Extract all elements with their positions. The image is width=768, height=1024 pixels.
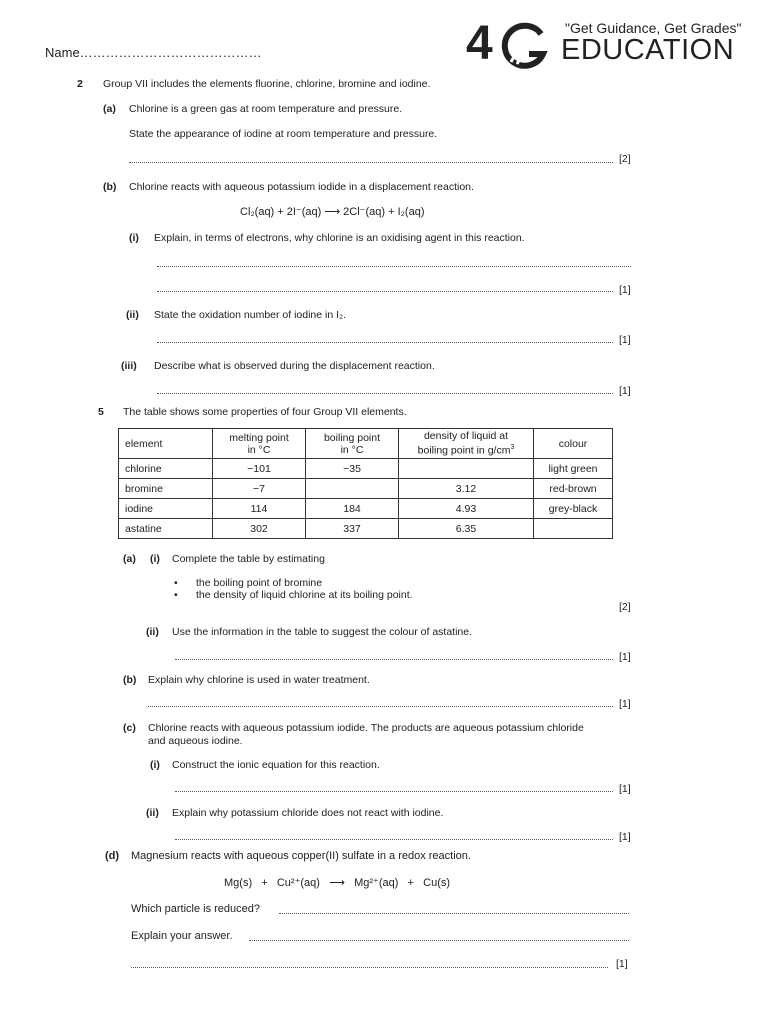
table-cell: 114: [213, 499, 306, 519]
q2bii-label: (ii): [126, 309, 139, 321]
table-cell: −35: [306, 459, 399, 479]
table-cell: red-brown: [534, 479, 613, 499]
table-header-cell: colour: [534, 429, 613, 459]
marks: [1]: [619, 783, 631, 795]
table-row: [119, 479, 613, 499]
q5cii-label: (ii): [146, 807, 159, 819]
table-cell-blank[interactable]: [399, 459, 534, 479]
tagline: "Get Guidance, Get Grades": [565, 20, 742, 36]
marks: [2]: [619, 601, 631, 613]
bullet-dot: •: [174, 577, 178, 589]
answer-line[interactable]: [157, 291, 613, 292]
answer-line[interactable]: [131, 967, 608, 968]
table-cell: chlorine: [119, 459, 213, 479]
table-row: [119, 459, 613, 479]
table-cell-blank[interactable]: [306, 479, 399, 499]
q5ci-text: Construct the ionic equation for this reaction.: [172, 759, 380, 771]
answer-line[interactable]: [175, 659, 613, 660]
q5b-text: Explain why chlorine is used in water treatment.: [148, 674, 370, 686]
marks: [1]: [619, 334, 631, 346]
q2a-prompt: State the appearance of iodine at room temperature and pressure.: [129, 128, 438, 140]
table-cell: −7: [213, 479, 306, 499]
table-header-cell: density of liquid at boiling point in $g/cm^3$: [399, 429, 534, 459]
marks: [1]: [619, 651, 631, 663]
q5aii-text: Use the information in the table to suggest the colour of astatine.: [172, 626, 473, 638]
marks: [1]: [619, 284, 631, 296]
properties-table: [118, 428, 613, 539]
table-cell: 6.35: [399, 519, 534, 539]
q5d-text: Magnesium reacts with aqueous copper(II) sulfate in a redox reaction.: [131, 850, 471, 862]
q5aii-label: (ii): [146, 626, 159, 638]
q2biii-text: Describe what is observed during the displacement reaction.: [154, 360, 435, 372]
answer-line[interactable]: [175, 791, 613, 792]
bullet-dot: •: [174, 589, 178, 601]
q2bi-label: (i): [129, 232, 139, 244]
table-cell-blank[interactable]: [534, 519, 613, 539]
answer-line[interactable]: [157, 342, 613, 343]
q5d-prompt2: Explain your answer.: [131, 930, 233, 942]
q5-intro: The table shows some properties of four Group VII elements.: [123, 406, 407, 418]
q5ci-label: (i): [150, 759, 160, 771]
table-cell: 337: [306, 519, 399, 539]
marks: [1]: [619, 385, 631, 397]
answer-line[interactable]: [249, 940, 629, 941]
marks: [1]: [619, 831, 631, 843]
q2-number: 2: [77, 78, 83, 90]
table-header-row: [119, 429, 613, 459]
marks: [1]: [616, 958, 628, 970]
q5ai-label: (i): [150, 553, 160, 565]
q5d-prompt1: Which particle is reduced?: [131, 903, 261, 915]
q2b-equation: Cl₂(aq) + 2I⁻(aq) ⟶ 2Cl⁻(aq) + I₂(aq): [240, 206, 425, 218]
table-cell: grey-black: [534, 499, 613, 519]
q2biii-label: (iii): [121, 360, 137, 372]
table-cell: light green: [534, 459, 613, 479]
q2bi-text: Explain, in terms of electrons, why chlorine is an oxidising agent in this reaction.: [154, 232, 525, 244]
q2b-text: Chlorine reacts with aqueous potassium iodide in a displacement reaction.: [129, 181, 474, 193]
answer-line[interactable]: [157, 393, 613, 394]
table-row: [119, 499, 613, 519]
q2b-label: (b): [103, 181, 117, 193]
answer-line[interactable]: [175, 839, 613, 840]
q5-number: 5: [98, 406, 104, 418]
q5b-label: (b): [123, 674, 137, 686]
q5c-label: (c): [123, 722, 136, 734]
answer-line[interactable]: [279, 913, 629, 914]
logo-number: 4: [466, 17, 493, 70]
q5a-label: (a): [123, 553, 136, 565]
table-cell: 302: [213, 519, 306, 539]
q2-intro: Group VII includes the elements fluorine, chlorine, bromine and iodine.: [103, 78, 431, 90]
table-cell: −101: [213, 459, 306, 479]
table-header-cell: element: [119, 429, 213, 459]
q5cii-text: Explain why potassium chloride does not react with iodine.: [172, 807, 444, 819]
table-row: [119, 519, 613, 539]
q5c-text-line2: and aqueous iodine.: [148, 735, 243, 747]
brand-name: EDUCATION: [561, 34, 735, 66]
q5ai-bullet: the density of liquid chlorine at its boiling point.: [196, 589, 413, 601]
marks: [2]: [619, 153, 631, 165]
logo-g-icon: [499, 22, 549, 72]
answer-line[interactable]: [129, 162, 613, 163]
table-cell: iodine: [119, 499, 213, 519]
table-header-cell: boiling point in °C: [306, 429, 399, 459]
q2bii-text: State the oxidation number of iodine in I₂.: [154, 309, 347, 321]
q5ai-bullet: the boiling point of bromine: [196, 577, 323, 589]
q5c-text-line1: Chlorine reacts with aqueous potassium iodide. The products are aqueous potassium chloride: [148, 722, 584, 734]
table-cell: astatine: [119, 519, 213, 539]
q2a-label: (a): [103, 103, 116, 115]
q5d-label: (d): [105, 850, 120, 862]
table-cell: 184: [306, 499, 399, 519]
q2a-text: Chlorine is a green gas at room temperature and pressure.: [129, 103, 403, 115]
q5d-equation: Mg(s) + Cu²⁺(aq) ⟶ Mg²⁺(aq) + Cu(s): [224, 877, 451, 889]
marks: [1]: [619, 698, 631, 710]
name-field-label[interactable]: Name……………………………………: [45, 45, 262, 60]
answer-line[interactable]: [148, 706, 613, 707]
table-cell: 3.12: [399, 479, 534, 499]
brand-logo: [466, 14, 756, 74]
q5ai-text: Complete the table by estimating: [172, 553, 325, 565]
table-cell: 4.93: [399, 499, 534, 519]
table-cell: bromine: [119, 479, 213, 499]
table-header-cell: melting point in °C: [213, 429, 306, 459]
answer-line[interactable]: [157, 266, 631, 267]
